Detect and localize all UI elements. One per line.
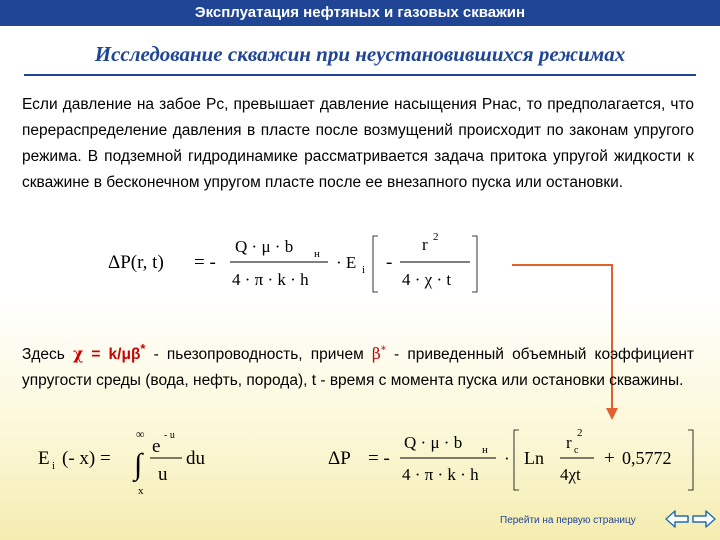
f2-lower: x <box>138 485 144 497</box>
f3-const: 0,5772 <box>622 448 672 468</box>
f3-plus: + <box>604 448 615 469</box>
f3-den: 4 · π · k · h <box>402 465 479 484</box>
f1-minus: - <box>386 252 393 273</box>
header-title: Эксплуатация нефтяных и газовых скважин <box>194 4 526 21</box>
beta-sup: * <box>380 345 386 356</box>
f2-int: ∫ <box>134 448 143 481</box>
f3-arg-den: 4χt <box>560 465 581 484</box>
f2-num-sup: - u <box>164 430 175 441</box>
f1-ei-sub: i <box>362 264 366 276</box>
f1-ei: · E <box>336 253 357 272</box>
p2-eq: = k/μβ <box>83 346 141 364</box>
p2-middle: - пьезопроводность, причем <box>145 346 372 364</box>
f3-arg-sup: 2 <box>577 427 583 439</box>
f2-num: e <box>152 436 161 457</box>
f3-arg-sub: c <box>574 445 579 456</box>
f2-du: du <box>186 448 205 469</box>
formula-exponential-integral <box>30 420 250 500</box>
formula-pressure-log <box>320 420 715 500</box>
f3-ln: Ln <box>524 448 544 468</box>
next-arrow-icon[interactable] <box>691 508 717 530</box>
f1-eq: = - <box>194 252 216 273</box>
prev-arrow-icon[interactable] <box>664 508 690 530</box>
f3-num-sub: н <box>482 444 488 456</box>
f3-left-bracket <box>514 430 519 490</box>
chi-symbol: χ <box>73 344 84 364</box>
f2-lhs: E <box>38 448 50 469</box>
f1-num-sub: н <box>314 248 320 260</box>
f3-num: Q · μ · b <box>404 433 463 452</box>
p2-start: Здесь <box>22 346 73 364</box>
f1-arg-den: 4 · χ · t <box>402 270 452 289</box>
f3-eq: = - <box>368 448 390 469</box>
first-page-link[interactable]: Перейти на первую страницу <box>500 515 636 526</box>
slide-title: Исследование скважин при неустановившихся режимах <box>94 42 626 66</box>
f1-den: 4 · π · k · h <box>232 270 309 289</box>
f1-arg-sup: 2 <box>433 231 439 243</box>
f1-lhs: ΔP(r, t) <box>108 252 164 273</box>
intro-paragraph: Если давление на забое Рс, превышает давление насыщения Рнас, то предполагается, что перераспределение давления в пласте после возмущений происходит по законам упругого режима. В подземной гидродинамике рассматривается задача притока упругой жидкости к скважине в бесконечном упругом пласте после ее внезапного пуска или остановки. <box>22 96 694 191</box>
f2-den: u <box>158 464 168 485</box>
f2-upper: ∞ <box>136 427 145 441</box>
f2-lhs-arg: (- x) = <box>62 448 111 469</box>
f3-arg-num: r <box>566 433 572 452</box>
f2-lhs-sub: i <box>52 460 56 472</box>
p2-eq-sup: * <box>140 341 146 356</box>
beta-symbol: β <box>371 345 381 364</box>
explanation-paragraph <box>22 336 694 394</box>
p2-end: - приведенный объемный коэффициент упругости среды (вода, нефть, порода), t - время с момента пуска или остановки скважины. <box>22 346 694 390</box>
f1-num: Q · μ · b <box>235 237 294 256</box>
f1-arg-num: r <box>422 235 428 254</box>
f3-right-bracket <box>688 430 693 490</box>
f3-dot: · <box>504 449 510 468</box>
f3-lhs: ΔP <box>328 448 351 469</box>
